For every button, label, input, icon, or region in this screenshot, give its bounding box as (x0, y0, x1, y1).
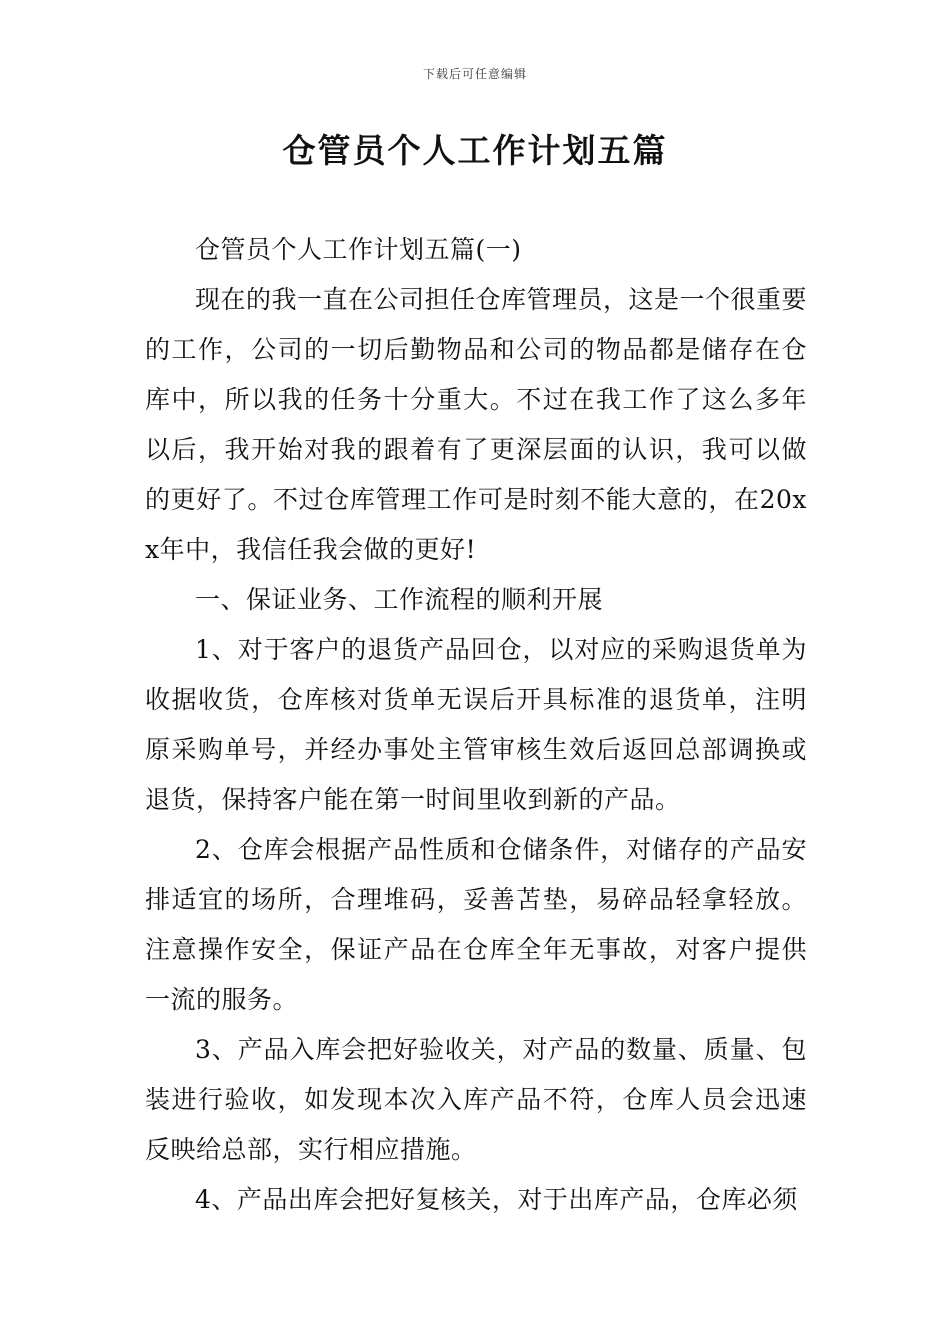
list-item-3: 3、产品入库会把好验收关，对产品的数量、质量、包装进行验收，如发现本次入库产品不符，仓库人员会迅速反映给总部，实行相应措施。 (145, 1035, 807, 1164)
intro-paragraph: 现在的我一直在公司担任仓库管理员，这是一个很重要的工作，公司的一切后勤物品和公司的物品都是储存在仓库中，所以我的任务十分重大。不过在我工作了这么多年以后，我开始对我的跟着有了更深层面的认识，我可以做的更好了。不过仓库管理工作可是时刻不能大意的，在20xx年中，我信任我会做的更好! (145, 285, 808, 564)
list-item-1: 1、对于客户的退货产品回仓，以对应的采购退货单为收据收货，仓库核对货单无误后开具标准的退货单，注明原采购单号，并经办事处主管审核生效后返回总部调换或退货，保持客户能在第一时间里收到新的产品。 (145, 635, 807, 814)
header-note: 下载后可任意编辑 (422, 67, 527, 81)
section-heading-1: 仓管员个人工作计划五篇(一) (195, 235, 522, 264)
list-item-4: 4、产品出库会把好复核关，对于出库产品，仓库必须 (195, 1185, 798, 1214)
list-item-2: 2、仓库会根据产品性质和仓储条件，对储存的产品安排适宜的场所，合理堆码，妥善苫垫，易碎品轻拿轻放。注意操作安全，保证产品在仓库全年无事故，对客户提供一流的服务。 (145, 835, 807, 1014)
document-title: 仓管员个人工作计划五篇 (282, 131, 668, 170)
subsection-heading: 一、保证业务、工作流程的顺利开展 (195, 585, 604, 614)
document-body (145, 225, 807, 1225)
